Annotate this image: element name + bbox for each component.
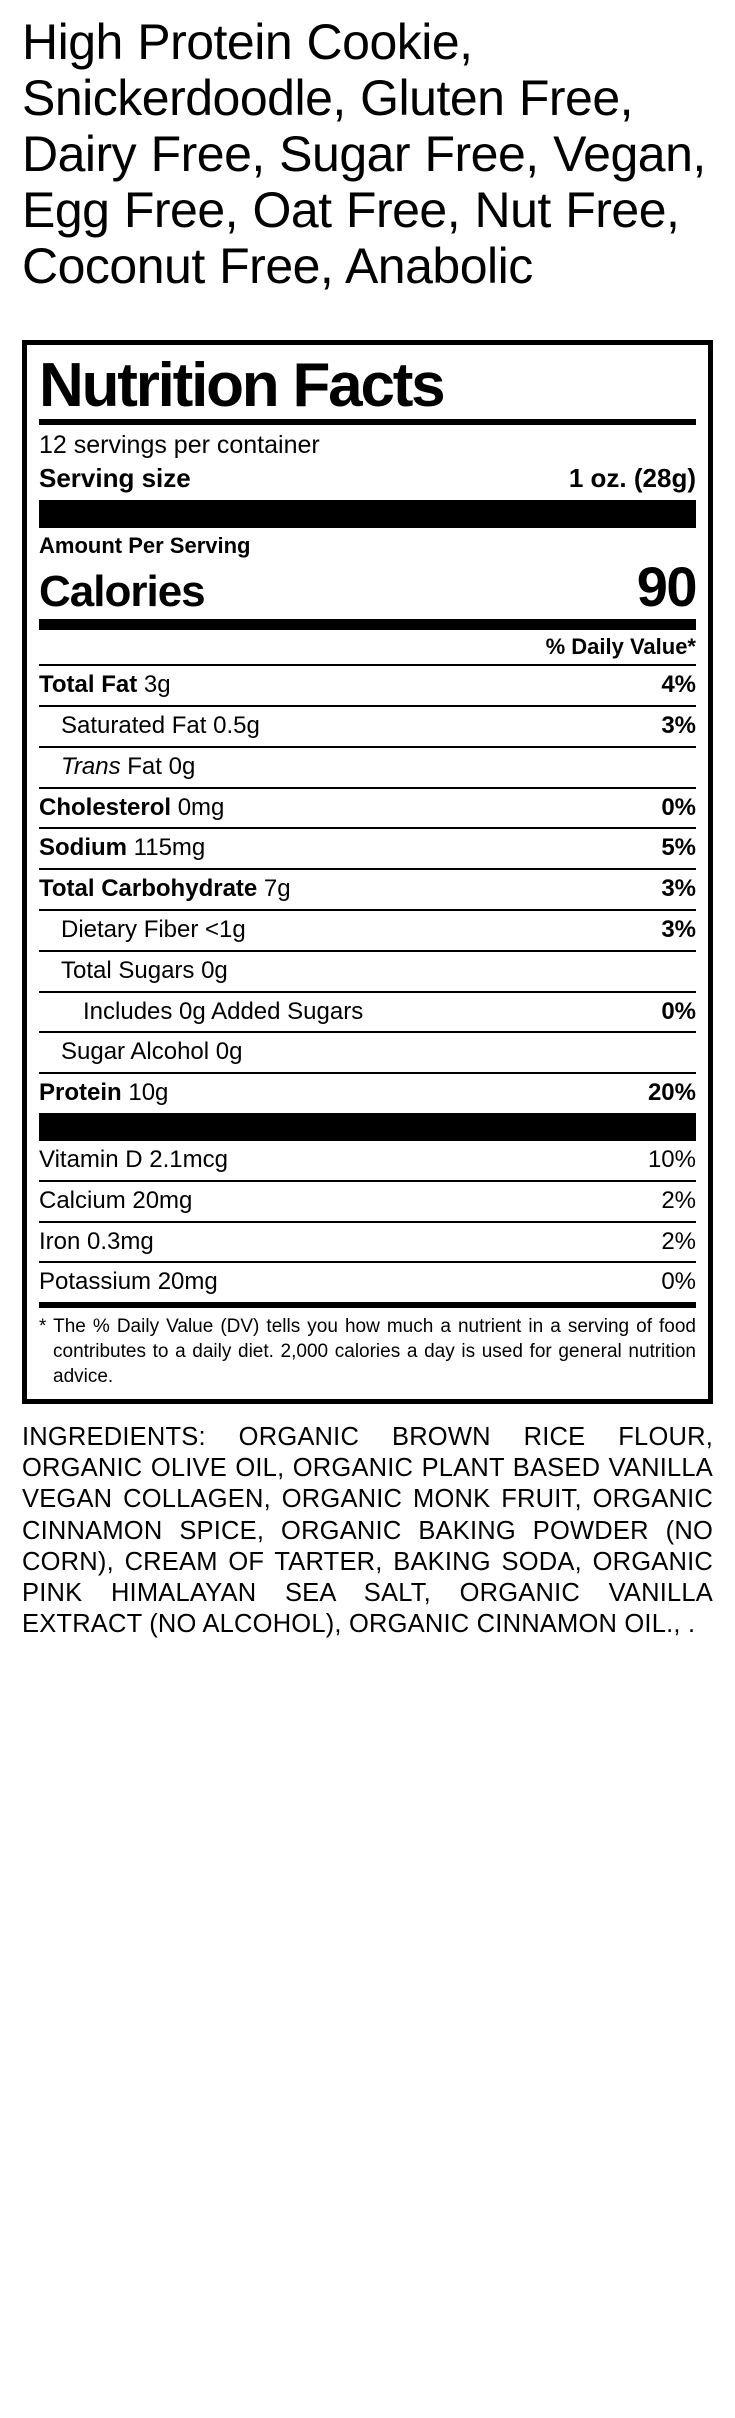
calories-row xyxy=(39,555,696,619)
nutrient-row xyxy=(39,707,696,746)
calories-label: Calories xyxy=(39,567,205,617)
micronutrient-name: Potassium 20mg xyxy=(39,1268,218,1296)
calories-value: 90 xyxy=(636,555,696,619)
serving-size-label: Serving size xyxy=(39,463,191,494)
footnote-text: The % Daily Value (DV) tells you how much a nutrient in a serving of food contributes to a daily diet. 2,000 calories a day is used for general nutrition advice. xyxy=(53,1316,696,1387)
micronutrient-name: Iron 0.3mg xyxy=(39,1227,154,1255)
nutrient-name: Dietary Fiber <1g xyxy=(61,916,246,944)
nutrient-row xyxy=(39,829,696,868)
nutrient-row xyxy=(39,911,696,950)
micronutrient-daily-value: 0% xyxy=(661,1268,696,1296)
nutrient-row xyxy=(39,993,696,1032)
nutrient-name: Total Fat 3g xyxy=(39,671,171,699)
nutrient-rows xyxy=(39,666,696,1113)
daily-value-footnote xyxy=(39,1308,696,1389)
nutrient-daily-value: 3% xyxy=(661,875,696,903)
nutrient-daily-value: 20% xyxy=(647,1079,696,1107)
micronutrient-row xyxy=(39,1182,696,1221)
nutrient-name: Saturated Fat 0.5g xyxy=(61,712,260,740)
divider-thick-top xyxy=(39,500,696,528)
micronutrient-row xyxy=(39,1263,696,1302)
nutrient-row xyxy=(39,789,696,828)
nutrient-name: Cholesterol 0mg xyxy=(39,793,225,821)
nutrition-facts-panel xyxy=(22,340,713,1404)
micronutrient-daily-value: 10% xyxy=(647,1146,696,1174)
serving-size-row xyxy=(39,463,696,500)
nutrient-name: Total Sugars 0g xyxy=(61,956,228,984)
product-title: High Protein Cookie, Snickerdoodle, Gluten Free, Dairy Free, Sugar Free, Vegan, Egg Free, Oat Free, Nut Free, Coconut Free, Anabolic xyxy=(22,14,706,294)
footnote-star: * xyxy=(39,1316,47,1338)
divider-thick-bottom xyxy=(39,1113,696,1141)
nutrient-row xyxy=(39,1033,696,1072)
nutrient-daily-value: 3% xyxy=(661,916,696,944)
daily-value-header: % Daily Value* xyxy=(545,634,696,660)
micronutrient-row xyxy=(39,1223,696,1262)
micronutrient-name: Vitamin D 2.1mcg xyxy=(39,1146,228,1174)
nutrient-row xyxy=(39,1074,696,1113)
nutrient-daily-value: 4% xyxy=(661,671,696,699)
micronutrient-daily-value: 2% xyxy=(661,1186,696,1214)
divider-under-calories xyxy=(39,619,696,630)
nutrition-facts-title: Nutrition Facts xyxy=(39,351,444,420)
micronutrient-row xyxy=(39,1141,696,1180)
nutrient-row xyxy=(39,666,696,705)
nutrient-row xyxy=(39,748,696,787)
nutrient-name: Trans Fat 0g xyxy=(61,752,196,780)
nutrient-name: Sugar Alcohol 0g xyxy=(61,1038,243,1066)
micronutrient-name: Calcium 20mg xyxy=(39,1186,193,1214)
ingredients-text: INGREDIENTS: ORGANIC BROWN RICE FLOUR, ORGANIC OLIVE OIL, ORGANIC PLANT BASED VANILLA VEGAN COLLAGEN, ORGANIC MONK FRUIT, ORGANIC CINNAMON SPICE, ORGANIC BAKING POWDER (NO CORN), CREAM OF TARTER, BAKING SODA, ORGANIC PINK HIMALAYAN SEA SALT, ORGANIC VANILLA EXTRACT (NO ALCOHOL), ORGANIC CINNAMON OIL., . xyxy=(22,1423,713,1638)
micronutrient-rows xyxy=(39,1141,696,1302)
servings-per-container: 12 servings per container xyxy=(39,431,320,459)
nutrient-name: Sodium 115mg xyxy=(39,834,206,862)
nutrient-name: Total Carbohydrate 7g xyxy=(39,875,291,903)
nutrient-row xyxy=(39,952,696,991)
nutrient-daily-value: 0% xyxy=(661,997,696,1025)
serving-size-value: 1 oz. (28g) xyxy=(568,463,696,494)
micronutrient-daily-value: 2% xyxy=(661,1227,696,1255)
nutrient-row xyxy=(39,870,696,909)
nutrient-name: Includes 0g Added Sugars xyxy=(83,997,364,1025)
amount-per-serving-label: Amount Per Serving xyxy=(39,533,251,559)
nutrient-name: Protein 10g xyxy=(39,1079,169,1107)
nutrient-daily-value: 0% xyxy=(661,793,696,821)
nutrient-daily-value: 3% xyxy=(661,712,696,740)
nutrient-daily-value: 5% xyxy=(661,834,696,862)
